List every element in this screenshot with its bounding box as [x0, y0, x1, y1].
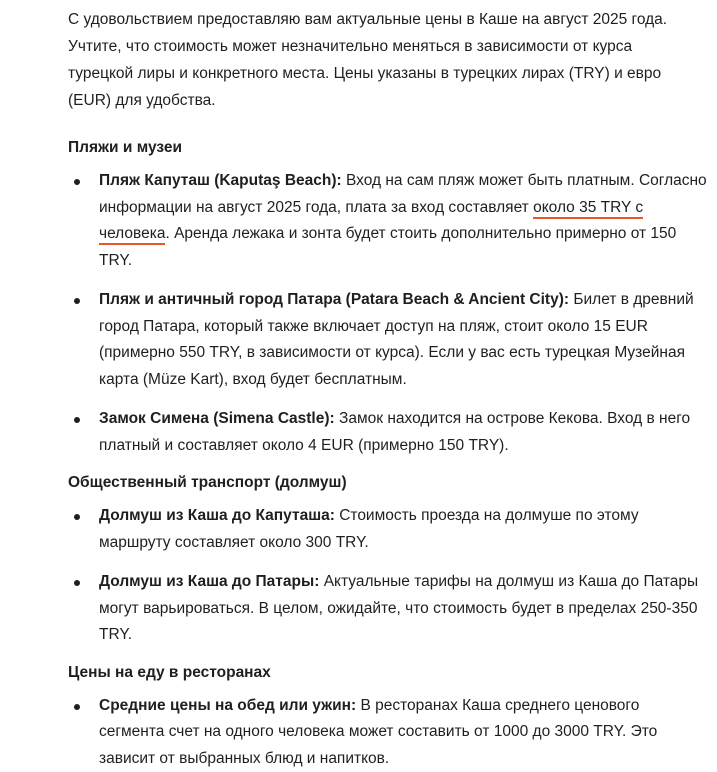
item-title: Долмуш из Каша до Капуташа: — [99, 507, 335, 524]
list-item-simena — [68, 406, 707, 459]
section-heading-food: Цены на еду в ресторанах — [68, 661, 707, 685]
highlighted-price: около 35 TRY с человека — [99, 199, 643, 246]
list-item-dolmus-patara — [68, 569, 707, 649]
item-title: Средние цены на обед или ужин: — [99, 697, 356, 714]
item-text: Стоимость проезда на долмуше по этому маршруту составляет около 300 TRY. — [99, 507, 639, 551]
bullet-icon — [74, 179, 80, 185]
item-text: Вход на сам пляж может быть платным. Согласно информации на август 2025 года, плата за вход составляет — [99, 172, 707, 216]
list-item-kaputas — [68, 168, 707, 274]
item-title: Замок Симена (Simena Castle): — [99, 410, 335, 427]
item-text: Актуальные тарифы на долмуш из Каша до Патары могут варьироваться. В целом, ожидайте, что стоимость будет в пределах 250-350 TRY. — [99, 573, 698, 643]
bullet-icon — [74, 580, 80, 586]
item-title: Пляж и античный город Патара (Patara Beach & Ancient City): — [99, 291, 569, 308]
list-item-restaurant-prices — [68, 693, 707, 772]
item-text: Билет в древний город Патара, который также включает доступ на пляж, стоит около 15 EUR (примерно 550 TRY, в зависимости от курса). Если у вас есть турецкая Музейная карта (Müze Kart), вход будет бесплатным. — [99, 291, 694, 388]
item-text-after: . Аренда лежака и зонта будет стоить дополнительно примерно от 150 TRY. — [99, 225, 676, 269]
bullet-icon — [74, 514, 80, 520]
list-item-dolmus-kaputas — [68, 503, 707, 556]
food-list — [68, 693, 707, 772]
bullet-icon — [74, 704, 80, 710]
bullet-icon — [74, 298, 80, 304]
section-heading-beaches-museums: Пляжи и музеи — [68, 136, 707, 160]
intro-paragraph: С удовольствием предоставляю вам актуальные цены в Каше на август 2025 года. Учтите, что стоимость может незначительно меняться в зависимости от курса турецкой лиры и конкретного места. Цены указаны в турецких лирах (TRY) и евро (EUR) для удобства. — [68, 6, 707, 114]
item-title: Долмуш из Каша до Патары: — [99, 573, 319, 590]
transport-list — [68, 503, 707, 649]
list-item-patara — [68, 287, 707, 393]
section-heading-transport: Общественный транспорт (долмуш) — [68, 471, 707, 495]
bullet-icon — [74, 417, 80, 423]
item-title: Пляж Капуташ (Kaputaş Beach): — [99, 172, 342, 189]
item-text: Замок находится на острове Кекова. Вход в него платный и составляет около 4 EUR (примерно 150 TRY). — [99, 410, 690, 454]
item-text: В ресторанах Каша среднего ценового сегмента счет на одного человека может составить от 1000 до 3000 TRY. Это зависит от выбранных блюд и напитков. — [99, 697, 657, 767]
beaches-museums-list — [68, 168, 707, 459]
